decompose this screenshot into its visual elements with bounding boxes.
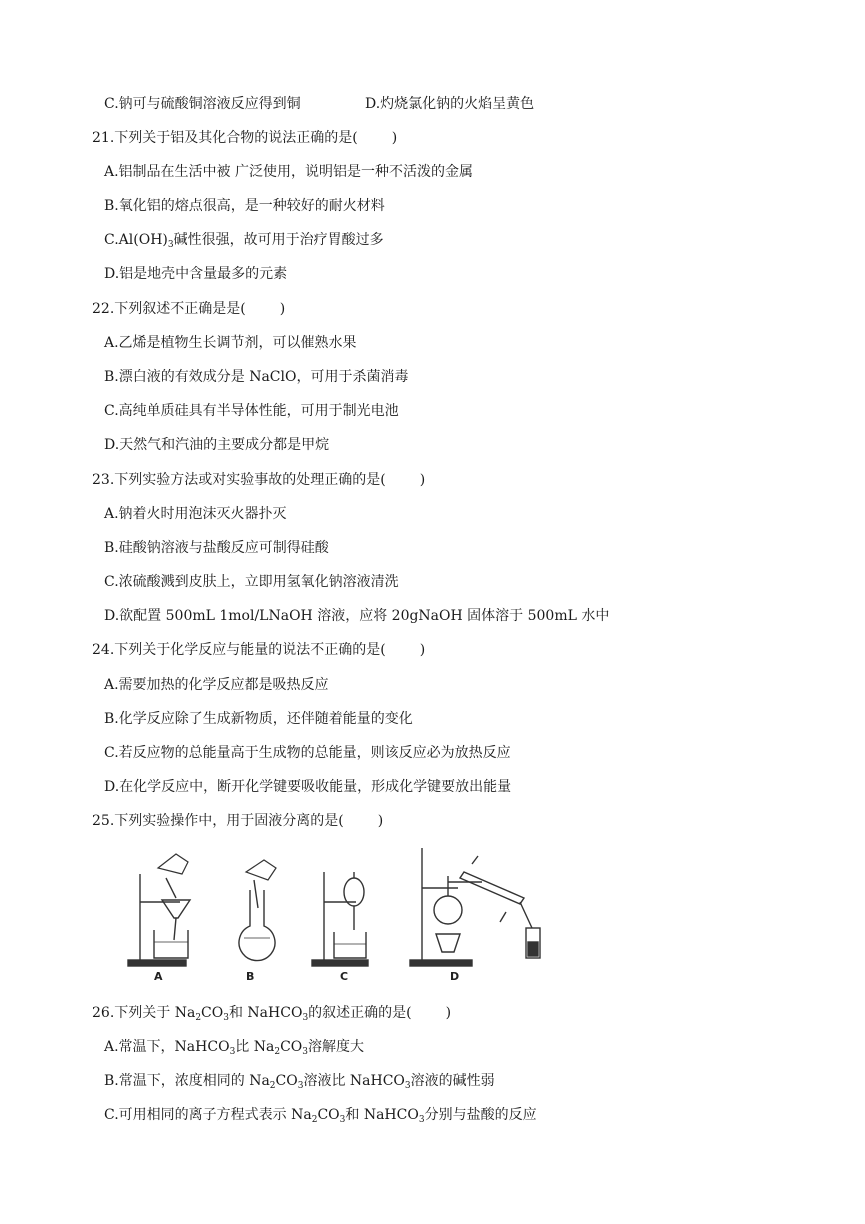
text-part: 分别与盐酸的反应 [424,1107,537,1123]
text-part: 溶液比 NaHCO [303,1073,405,1089]
option-q22-a: A.乙烯是植物生长调节剂，可以催熟水果 [104,335,357,351]
option-q23-d: D.欲配置 500mL 1mol/LNaOH 溶液，应将 20gNaOH 固体溶于 500mL 水中 [104,608,610,624]
option-q23-c: C.浓硫酸溅到皮肤上，立即用氢氧化钠溶液清洗 [104,574,399,590]
question-21-stem: 21.下列关于铝及其化合物的说法正确的是( [92,130,358,146]
option-q21-c [104,231,384,249]
subscript: 3 [297,1081,304,1091]
subscript: 3 [302,1047,309,1057]
option-q21-b: B.氧化铝的熔点很高，是一种较好的耐火材料 [104,198,385,214]
figure-label-b: B [246,970,255,982]
subscript: 3 [418,1115,425,1125]
question-21 [92,129,397,147]
apparatus-c-separatory-funnel [312,872,368,966]
option-q22-c: C.高纯单质硅具有半导体性能，可用于制光电池 [104,403,399,419]
q26-stem-part: 和 NaHCO [228,1005,303,1021]
option-q26-b [104,1072,495,1090]
subscript: 2 [274,1047,281,1057]
option-q21-c-formula: C.Al(OH) [104,232,168,248]
question-25-stem: 25.下列实验操作中，用于固液分离的是( [92,813,344,829]
text-part: B.常温下，浓度相同的 Na [104,1073,270,1089]
text-part: CO [275,1073,298,1089]
option-q26-a [104,1038,364,1056]
close-paren: ) [419,642,426,658]
question-26 [92,1004,451,1022]
option-q21-c-text: 碱性很强，故可用于治疗胃酸过多 [173,232,384,248]
subscript: 2 [269,1081,276,1091]
option-q23-a: A.钠着火时用泡沫灭火器扑灭 [104,506,287,522]
text-part: 溶液的碱性弱 [410,1073,495,1089]
option-q22-d: D.天然气和汽油的主要成分都是甲烷 [104,437,330,453]
apparatus-a-filtration [128,854,190,966]
question-23-stem: 23.下列实验方法或对实验事故的处理正确的是( [92,472,386,488]
subscript: 3 [339,1115,346,1125]
text-part: 溶解度大 [308,1039,365,1055]
text-part: C.可用相同的离子方程式表示 Na [104,1107,312,1123]
q26-stem-part: 26.下列关于 Na [92,1005,196,1021]
subscript: 3 [404,1081,411,1091]
figure-label-c: C [340,970,349,982]
apparatus-d-distillation [410,848,540,966]
question-22 [92,300,285,318]
option-q24-b: B.化学反应除了生成新物质，还伴随着能量的变化 [104,711,413,727]
option-q24-a: A.需要加热的化学反应都是吸热反应 [104,677,329,693]
question-22-stem: 22.下列叙述不正确是是( [92,301,246,317]
apparatus-b-volumetric-flask [239,860,276,961]
figure-label-d: D [450,970,460,982]
lab-apparatus-figure [122,842,552,982]
text-part: 比 Na [235,1039,275,1055]
subscript: 2 [311,1115,318,1125]
subscript: 3 [229,1047,236,1057]
text-part: CO [317,1107,340,1123]
text-part: CO [280,1039,303,1055]
option-q21-a: A.铝制品在生活中被 广泛使用，说明铝是一种不活泼的金属 [104,164,474,180]
close-paren: ) [391,130,398,146]
option-q24-d: D.在化学反应中，断开化学键要吸收能量，形成化学键要放出能量 [104,779,512,795]
option-q24-c: C.若反应物的总能量高于生成物的总能量，则该反应必为放热反应 [104,745,511,761]
text-part: A.常温下，NaHCO [104,1039,230,1055]
question-24-stem: 24.下列关于化学反应与能量的说法不正确的是( [92,642,386,658]
option-q21-d: D.铝是地壳中含量最多的元素 [104,266,288,282]
close-paren: ) [279,301,286,317]
subscript: 2 [195,1013,202,1023]
question-24 [92,641,425,659]
q26-stem-part: 的叙述正确的是( [308,1005,412,1021]
close-paren: ) [445,1005,452,1021]
option-q26-c [104,1106,537,1124]
close-paren: ) [419,472,426,488]
subscript: 3 [302,1013,309,1023]
text-part: 和 NaHCO [345,1107,419,1123]
subscript: 3 [167,240,174,250]
question-25 [92,812,383,830]
subscript: 3 [223,1013,229,1023]
option-q23-b: B.硅酸钠溶液与盐酸反应可制得硅酸 [104,540,329,556]
option-q20-c: C.钠可与硫酸铜溶液反应得到铜 [104,96,301,112]
question-23 [92,471,425,489]
option-q20-d: D.灼烧氯化钠的火焰呈黄色 [365,96,535,112]
figure-label-a: A [154,970,163,982]
close-paren: ) [377,813,384,829]
q26-stem-part: CO [201,1005,224,1021]
option-q22-b: B.漂白液的有效成分是 NaClO，可用于杀菌消毒 [104,369,409,385]
